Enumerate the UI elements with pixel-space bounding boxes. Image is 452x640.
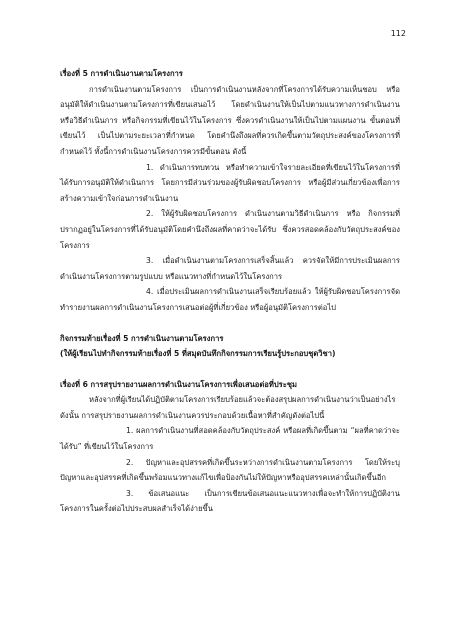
page-content	[60, 66, 400, 517]
activity-heading: กิจกรรมท้ายเรื่องที่ 5 การดำเนินงานตามโครงการ	[60, 333, 224, 343]
section-5-intro: การดำเนินงานตามโครงการ เป็นการดำเนินงานหลังจากที่โครงการได้รับความเห็นชอบ หรืออนุมัติให้ดำเนินงานตามโครงการที่เขียนเสนอไว้ โดยดำเนินงานให้เป็นไปตามแนวทางการดำเนินงาน หรือวิธีดำเนินการ หรือกิจกรรมที่เขียนไว้ในโครงการ ซึ่งควรดำเนินงานให้เป็นไปตามแผนงาน ขั้นตอนที่เขียนไว้ เป็นไปตามระยะเวลาที่กำหนด โดยคำนึงถึงผลที่ควรเกิดขึ้นตามวัตถุประสงค์ของโครงการที่กำหนดไว้ ทั้งนี้การดำเนินงานโครงการควรมีขั้นตอน ดังนี้	[60, 84, 400, 156]
activity-instruction: (ให้ผู้เรียนไปทำกิจกรรมท้ายเรื่องที่ 5 ที่สมุดบันทึกกิจกรรมการเรียนรู้ประกอบชุดวิชา)	[60, 349, 336, 359]
section-6-item-3: 3. ข้อเสนอแนะ เป็นการเขียนข้อเสนอแนะแนวทางเพื่อจะทำให้การปฏิบัติงานโครงการในครั้งต่อไปประสบผลสำเร็จได้ง่ายขึ้น	[60, 488, 400, 514]
spacer	[60, 316, 400, 331]
section-6-item-2: 2. ปัญหาและอุปสรรคที่เกิดขึ้นระหว่างการดำเนินงานตามโครงการ โดยให้ระบุปัญหาและอุปสรรคที่เกิดขึ้นพร้อมแนวทางแก้ไขเพื่อป้องกันไม่ให้ปัญหาหรืออุปสรรคเหล่านั้นเกิดขึ้นอีก	[60, 457, 400, 483]
section-5-heading: เรื่องที่ 5 การดำเนินงานตามโครงการ	[60, 69, 183, 78]
section-6-item-1: 1. ผลการดำเนินงานที่สอดคล้องกับวัตถุประสงค์ หรือผลที่เกิดขึ้นตาม “ผลที่คาดว่าจะได้รับ” ที่เขียนไว้ในโครงการ	[60, 426, 400, 452]
section-6-heading: เรื่องที่ 6 การสรุปรายงานผลการดำเนินงานโครงการเพื่อเสนอต่อที่ประชุม	[60, 379, 297, 389]
section-6-intro: หลังจากที่ผู้เรียนได้ปฏิบัติตามโครงการเรียบร้อยแล้วจะต้องสรุปผลการดำเนินงานว่าเป็นอย่างไรดังนั้น การสรุปรายงานผลการดำเนินงานควรประกอบด้วยเนื้อหาที่สำคัญดังต่อไปนี้	[60, 395, 396, 420]
page-number: 112	[390, 29, 406, 38]
spacer	[60, 362, 400, 377]
section-5-item-2: 2. ให้ผู้รับผิดชอบโครงการ ดำเนินงานตามวิธีดำเนินการ หรือ กิจกรรมที่ปรากฏอยู่ในโครงการที่ได้รับอนุมัติโดยคำนึงถึงผลที่คาดว่าจะได้รับ ซึ่งควรสอดคล้องกับวัตถุประสงค์ของโครงการ	[60, 209, 400, 250]
section-5-item-4: 4. เมื่อประเมินผลการดำเนินงานเสร็จเรียบร้อยแล้ว ให้ผู้รับผิดชอบโครงการจัดทำรายงานผลการดำเนินงานโครงการเสนอต่อผู้ที่เกี่ยวข้อง หรือผู้อนุมัติโครงการต่อไป	[60, 287, 400, 312]
section-5-item-3: 3. เมื่อดำเนินงานตามโครงการเสร็จสิ้นแล้ว ควรจัดให้มีการประเมินผลการดำเนินงานโครงการตามรูปแบบ หรือแนวทางที่กำหนดไว้ในโครงการ	[60, 256, 400, 281]
section-5-item-1: 1. ดำเนินการทบทวน หรือทำความเข้าใจรายละเอียดที่เขียนไว้ในโครงการที่ได้รับการอนุมัติให้ดำเนินการ โดยการมีส่วนร่วมของผู้รับผิดชอบโครงการ หรือผู้มีส่วนเกี่ยวข้องเพื่อการสร้างความเข้าใจก่อนการดำเนินงาน	[60, 162, 400, 203]
